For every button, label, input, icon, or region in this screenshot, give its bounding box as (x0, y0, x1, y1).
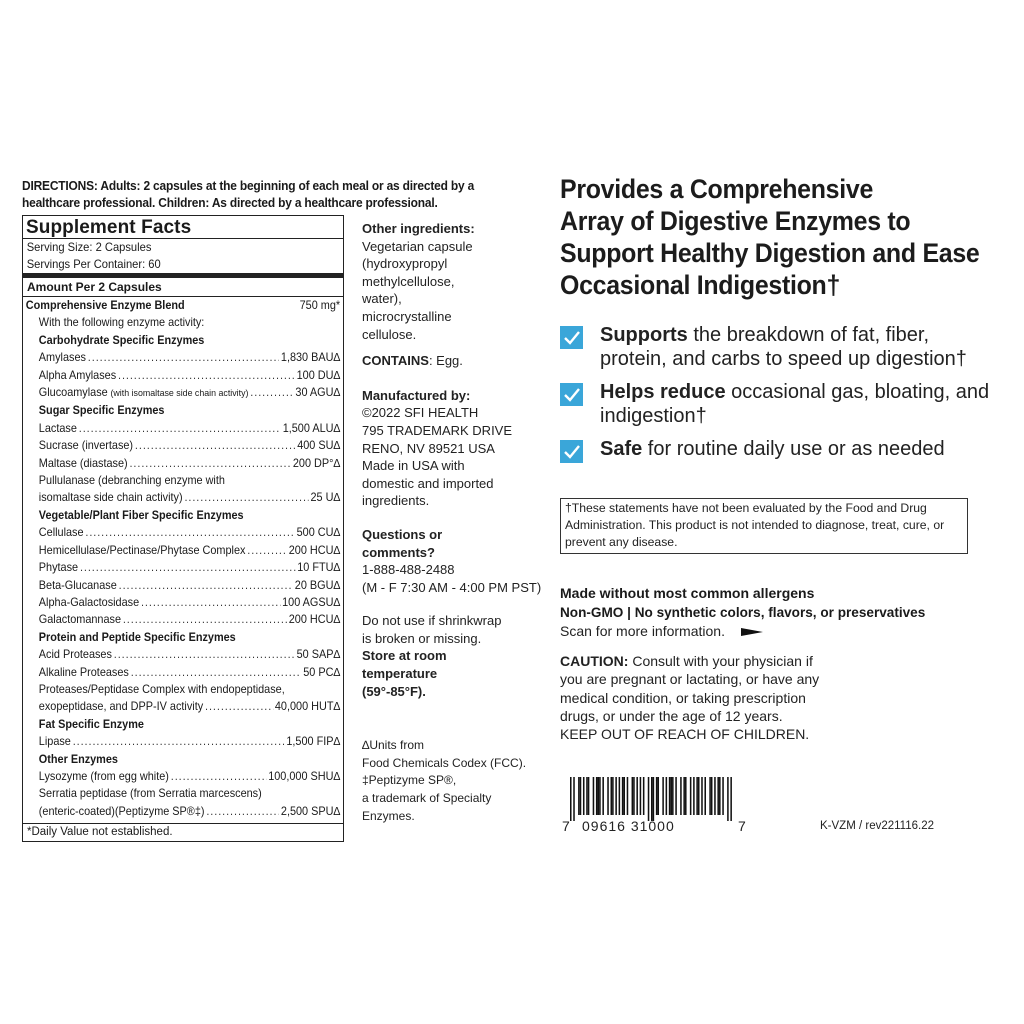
benefit-text: Supports the breakdown of fat, fiber, protein, and carbs to speed up digestion† (600, 324, 967, 370)
enzyme-activity: 30 AGU∆ (295, 386, 341, 400)
benefit-item (560, 323, 1000, 371)
scan-info (560, 622, 1000, 641)
keep-out-text: KEEP OUT OF REACH OF CHILDREN. (560, 726, 810, 743)
barcode-bar (607, 777, 609, 815)
enzyme-row (26, 785, 340, 802)
barcode-middle-digits: 09616 31000 (582, 818, 675, 834)
contains-line: CONTAINS: Egg. (362, 353, 463, 369)
headline-line: Occasional Indigestion† (560, 270, 841, 300)
leader-dots (250, 384, 293, 401)
enzyme-row (26, 489, 340, 506)
enzyme-name: Alkaline Proteases (38, 665, 129, 679)
barcode-bar (615, 777, 617, 815)
barcode-bar (648, 777, 650, 821)
arrow-right-icon (741, 628, 763, 636)
shrink-line: Do not use if shrinkwrap (362, 613, 502, 629)
benefit-item (560, 437, 1000, 463)
barcode-bar (640, 777, 642, 815)
barcode-bar (670, 777, 672, 815)
barcode-left-digit: 7 (562, 818, 570, 834)
enzyme-name: Lipase (38, 735, 71, 749)
barcode-bar (711, 777, 713, 815)
enzyme-row (26, 681, 340, 698)
enzyme-activity: 200 HCU∆ (288, 613, 341, 627)
benefits-list (560, 323, 1000, 472)
enzyme-activity: 50 PC∆ (303, 665, 341, 679)
ingredient-line: water), (362, 291, 402, 307)
enzyme-row (26, 367, 340, 384)
barcode-bar (683, 777, 685, 815)
enzyme-name-note: (with isomaltase side chain activity) (110, 388, 249, 400)
ingredient-line: (hydroxypropyl (362, 256, 448, 272)
other-ingredients-label: Other ingredients: (362, 221, 475, 236)
barcode-bar (669, 777, 671, 815)
barcode-bar (701, 777, 703, 815)
checkmark-icon (560, 440, 583, 463)
enzyme-name: Cellulase (38, 526, 84, 540)
units-line: ∆Units from (362, 738, 425, 753)
barcode-bar (690, 777, 692, 815)
store-line: Store at room (362, 648, 447, 664)
enzyme-group-heading: Carbohydrate Specific Enzymes (38, 333, 205, 347)
barcode-bar (666, 777, 668, 815)
enzyme-row (26, 611, 340, 628)
barcode-bar (704, 777, 706, 815)
enzyme-row (26, 524, 340, 541)
leader-dots (184, 489, 308, 506)
leader-dots (206, 803, 279, 820)
blend-amount: 750 mg* (299, 299, 341, 312)
enzyme-row (26, 420, 340, 437)
hours: (M - F 7:30 AM - 4:00 PM PST) (362, 579, 542, 595)
supplement-facts-title: Supplement Facts (26, 217, 192, 238)
barcode-bar (727, 777, 729, 821)
storage-instructions (362, 647, 542, 700)
enzyme-activity: 100,000 SHU∆ (268, 769, 341, 783)
leader-dots (119, 577, 293, 594)
enzyme-row (26, 542, 340, 559)
enzyme-row (26, 559, 340, 576)
barcode-bar (730, 777, 732, 821)
trademark-note (362, 772, 542, 825)
enzyme-name: Maltase (diastase) (38, 456, 128, 470)
leader-dots (80, 559, 295, 576)
barcode-bar (622, 777, 624, 815)
enzyme-name: Hemicellulase/Pectinase/Phytase Complex (38, 543, 246, 557)
leader-dots (135, 437, 295, 454)
enzyme-name: exopeptidase, and DPP-IV activity (38, 700, 204, 714)
enzyme-activity: 200 DP°∆ (292, 456, 341, 470)
enzyme-row (26, 594, 340, 611)
units-note (362, 737, 542, 772)
leader-dots (171, 768, 267, 785)
leader-dots (129, 455, 291, 472)
trademark-line: Enzymes. (362, 808, 415, 823)
enzyme-list (23, 297, 344, 820)
leader-dots (73, 733, 285, 750)
barcode-bar (698, 777, 700, 815)
ingredient-line: Vegetarian capsule (362, 238, 473, 254)
enzyme-group-heading: Vegetable/Plant Fiber Specific Enzymes (38, 508, 244, 522)
enzyme-row (26, 768, 340, 785)
shrink-line: is broken or missing. (362, 630, 482, 646)
store-line: temperature (362, 666, 438, 682)
leader-dots (131, 664, 302, 681)
barcode-bar (714, 777, 716, 815)
trademark-line: a trademark of Specialty (362, 791, 492, 806)
enzyme-name: Phytase (38, 561, 79, 575)
address-line: ©2022 SFI HEALTH (362, 405, 479, 421)
enzyme-name: Alpha Amylases (38, 368, 117, 382)
enzyme-name: Lactase (38, 421, 77, 435)
barcode-bar (586, 777, 588, 815)
barcode-bar (623, 777, 625, 815)
manufacturer-address (362, 404, 542, 457)
barcode-bar (709, 777, 711, 815)
barcode-bar (643, 777, 645, 815)
directions-text (22, 177, 533, 211)
enzyme-activity: 50 SAP∆ (296, 648, 341, 662)
barcode-bar (680, 777, 682, 815)
barcode-bar (653, 777, 655, 821)
barcode-bar (633, 777, 635, 815)
headline (560, 173, 1002, 301)
enzyme-activity: 400 SU∆ (297, 439, 341, 453)
leader-dots (79, 420, 281, 437)
enzyme-name: Pullulanase (debranching enzyme with (38, 474, 225, 488)
ingredient-line: methylcellulose, (362, 273, 455, 289)
supplement-facts-panel (22, 215, 344, 842)
enzyme-blend-row (26, 297, 340, 314)
enzyme-row (26, 698, 340, 715)
enzyme-name: Lysozyme (from egg white) (38, 769, 169, 783)
barcode-bar (627, 777, 629, 815)
phone-number: 1-888-488-2488 (362, 562, 455, 578)
allergens-line: Made without most common allergens (560, 585, 815, 601)
barcode-bar (719, 777, 721, 815)
enzyme-activity: 25 U∆ (310, 491, 341, 505)
servings-per-container: Servings Per Container: 60 (26, 256, 161, 271)
barcode-bar (685, 777, 687, 815)
revision-code: K-VZM / rev221116.22 (820, 820, 934, 832)
barcode-bar (578, 777, 580, 815)
caution-label: CAUTION: (560, 653, 629, 669)
enzyme-activity: 100 DU∆ (296, 368, 341, 382)
leader-dots (247, 542, 287, 559)
enzyme-activity: 100 AGSU∆ (282, 595, 341, 609)
enzyme-row (26, 437, 340, 454)
barcode-right-digit: 7 (738, 818, 746, 834)
enzyme-row (26, 646, 340, 663)
headline-line: Array of Digestive Enzymes to (560, 206, 911, 236)
enzyme-row (26, 577, 340, 594)
barcode-bar (722, 777, 724, 815)
fda-disclaimer: †These statements have not been evaluated by the Food and Drug Administration. This product is not intended to diagnose, treat, cure, or prevent any disease. (560, 498, 968, 554)
daily-value-footnote: *Daily Value not established. (23, 823, 343, 841)
questions-line: Questions or (362, 526, 443, 542)
barcode-bar (636, 777, 638, 815)
enzyme-activity: 10 FTU∆ (297, 561, 341, 575)
enzyme-name: Serratia peptidase (from Serratia marcescens) (38, 787, 262, 801)
checkmark-icon (560, 383, 583, 406)
leader-dots (205, 698, 273, 715)
enzyme-group-heading: Protein and Peptide Specific Enzymes (38, 630, 236, 644)
barcode-bar (570, 777, 572, 821)
ingredient-line: microcrystalline (362, 308, 452, 324)
enzyme-row (26, 803, 340, 820)
caution-block (560, 652, 820, 743)
leader-dots (118, 367, 295, 384)
shrinkwrap-warning (362, 612, 542, 647)
headline-block (560, 173, 1000, 301)
enzyme-activity: 500 CU∆ (296, 526, 341, 540)
enzyme-name: Proteases/Peptidase Complex with endopeptidase, (38, 682, 285, 696)
barcode-bar (632, 777, 634, 815)
blend-note: With the following enzyme activity: (38, 316, 205, 330)
headline-line: Support Healthy Digestion and Ease (560, 238, 980, 268)
barcode-bar (602, 777, 604, 815)
allergen-info (560, 584, 1000, 641)
barcode-bar (619, 777, 621, 815)
questions-line: comments? (362, 544, 435, 560)
barcode-bar (693, 777, 695, 815)
store-line: (59°-85°F). (362, 683, 426, 699)
enzyme-row (26, 733, 340, 750)
barcode-bar (593, 777, 595, 815)
enzyme-activity: 1,500 ALU∆ (282, 421, 341, 435)
leader-dots (123, 611, 287, 628)
barcode-bar (611, 777, 613, 815)
made-in-line: ingredients. (362, 493, 430, 509)
barcode-bar (599, 777, 601, 815)
enzyme-row (26, 455, 340, 472)
caution-text: Consult with your physician if you are pregnant or lactating, or have any medical condition, or taking prescription drugs, or under the age of 12 years. (560, 653, 820, 724)
benefit-text: Helps reduce occasional gas, bloating, and indigestion† (600, 381, 990, 427)
units-line: Food Chemicals Codex (FCC). (362, 755, 527, 770)
barcode-bar (583, 777, 585, 815)
enzyme-row (26, 349, 340, 366)
enzyme-row (26, 472, 340, 489)
trademark-line: ‡Peptizyme SP®, (362, 773, 457, 788)
barcode-bar (598, 777, 600, 815)
enzyme-activity: 1,830 BAU∆ (280, 351, 341, 365)
barcode-bar (656, 777, 658, 815)
enzyme-name: Alpha-Galactosidase (38, 595, 140, 609)
barcode-bar (657, 777, 659, 815)
leader-dots (88, 349, 279, 366)
barcode-bar (675, 777, 677, 815)
benefit-text: Safe for routine daily use or as needed (600, 438, 945, 460)
other-ingredients-list (362, 238, 542, 344)
enzyme-name: Sucrase (invertase) (38, 439, 134, 453)
barcode-bar (596, 777, 598, 815)
enzyme-name: Beta-Glucanase (38, 578, 117, 592)
enzyme-group-heading: Other Enzymes (38, 752, 118, 766)
ingredient-line: cellulose. (362, 326, 417, 342)
directions-line-2: healthcare professional. Children: As directed by a healthcare professional. (22, 195, 438, 210)
enzyme-name: Glucoamylase (38, 386, 108, 400)
leader-dots (141, 594, 280, 611)
address-line: RENO, NV 89521 USA (362, 440, 495, 456)
enzyme-name: Amylases (38, 351, 86, 365)
enzyme-name: isomaltase side chain activity) (38, 491, 183, 505)
amount-per-serving: Amount Per 2 Capsules (27, 280, 162, 294)
barcode-bar (717, 777, 719, 815)
ingredients-column (362, 220, 542, 825)
enzyme-name: Acid Proteases (38, 648, 112, 662)
made-in-usa (362, 457, 542, 510)
barcode-bar (662, 777, 664, 815)
enzyme-row (26, 664, 340, 681)
serving-size: Serving Size: 2 Capsules (26, 240, 152, 254)
enzyme-activity: 40,000 HUT∆ (274, 700, 341, 714)
enzyme-activity: 20 BGU∆ (294, 578, 341, 592)
barcode-bar (696, 777, 698, 815)
questions-label (362, 526, 542, 561)
checkmark-icon (560, 326, 583, 349)
enzyme-row (26, 384, 340, 402)
barcode-bar (612, 777, 614, 815)
manufactured-label: Manufactured by: (362, 387, 471, 403)
blend-name: Comprehensive Enzyme Blend (25, 299, 185, 312)
scan-text: Scan for more information. (560, 623, 725, 639)
enzyme-activity: 2,500 SPU∆ (280, 804, 341, 818)
made-in-line: domestic and imported (362, 475, 494, 491)
barcode-bar (573, 777, 575, 821)
enzyme-activity: 200 HCU∆ (288, 543, 341, 557)
enzyme-activity: 1,500 FIP∆ (286, 735, 341, 749)
headline-line: Provides a Comprehensive (560, 174, 874, 204)
non-gmo-line: Non-GMO | No synthetic colors, flavors, or preservatives (560, 604, 926, 620)
barcode-bar (580, 777, 582, 815)
made-in-line: Made in USA with (362, 458, 465, 474)
benefit-item (560, 380, 1000, 428)
barcode-bar (672, 777, 674, 815)
enzyme-group-heading: Sugar Specific Enzymes (38, 404, 165, 418)
leader-dots (114, 646, 295, 663)
barcode-bar (651, 777, 653, 821)
enzyme-name: Galactomannase (38, 613, 121, 627)
enzyme-name: (enteric-coated)(Peptizyme SP®‡) (38, 804, 205, 818)
enzyme-group-heading: Fat Specific Enzyme (38, 717, 144, 731)
barcode-bar (588, 777, 590, 815)
directions-line-1: DIRECTIONS: Adults: 2 capsules at the beginning of each meal or as directed by a (22, 178, 475, 193)
address-line: 795 TRADEMARK DRIVE (362, 422, 513, 438)
leader-dots (85, 524, 294, 541)
barcode-image (570, 777, 732, 821)
